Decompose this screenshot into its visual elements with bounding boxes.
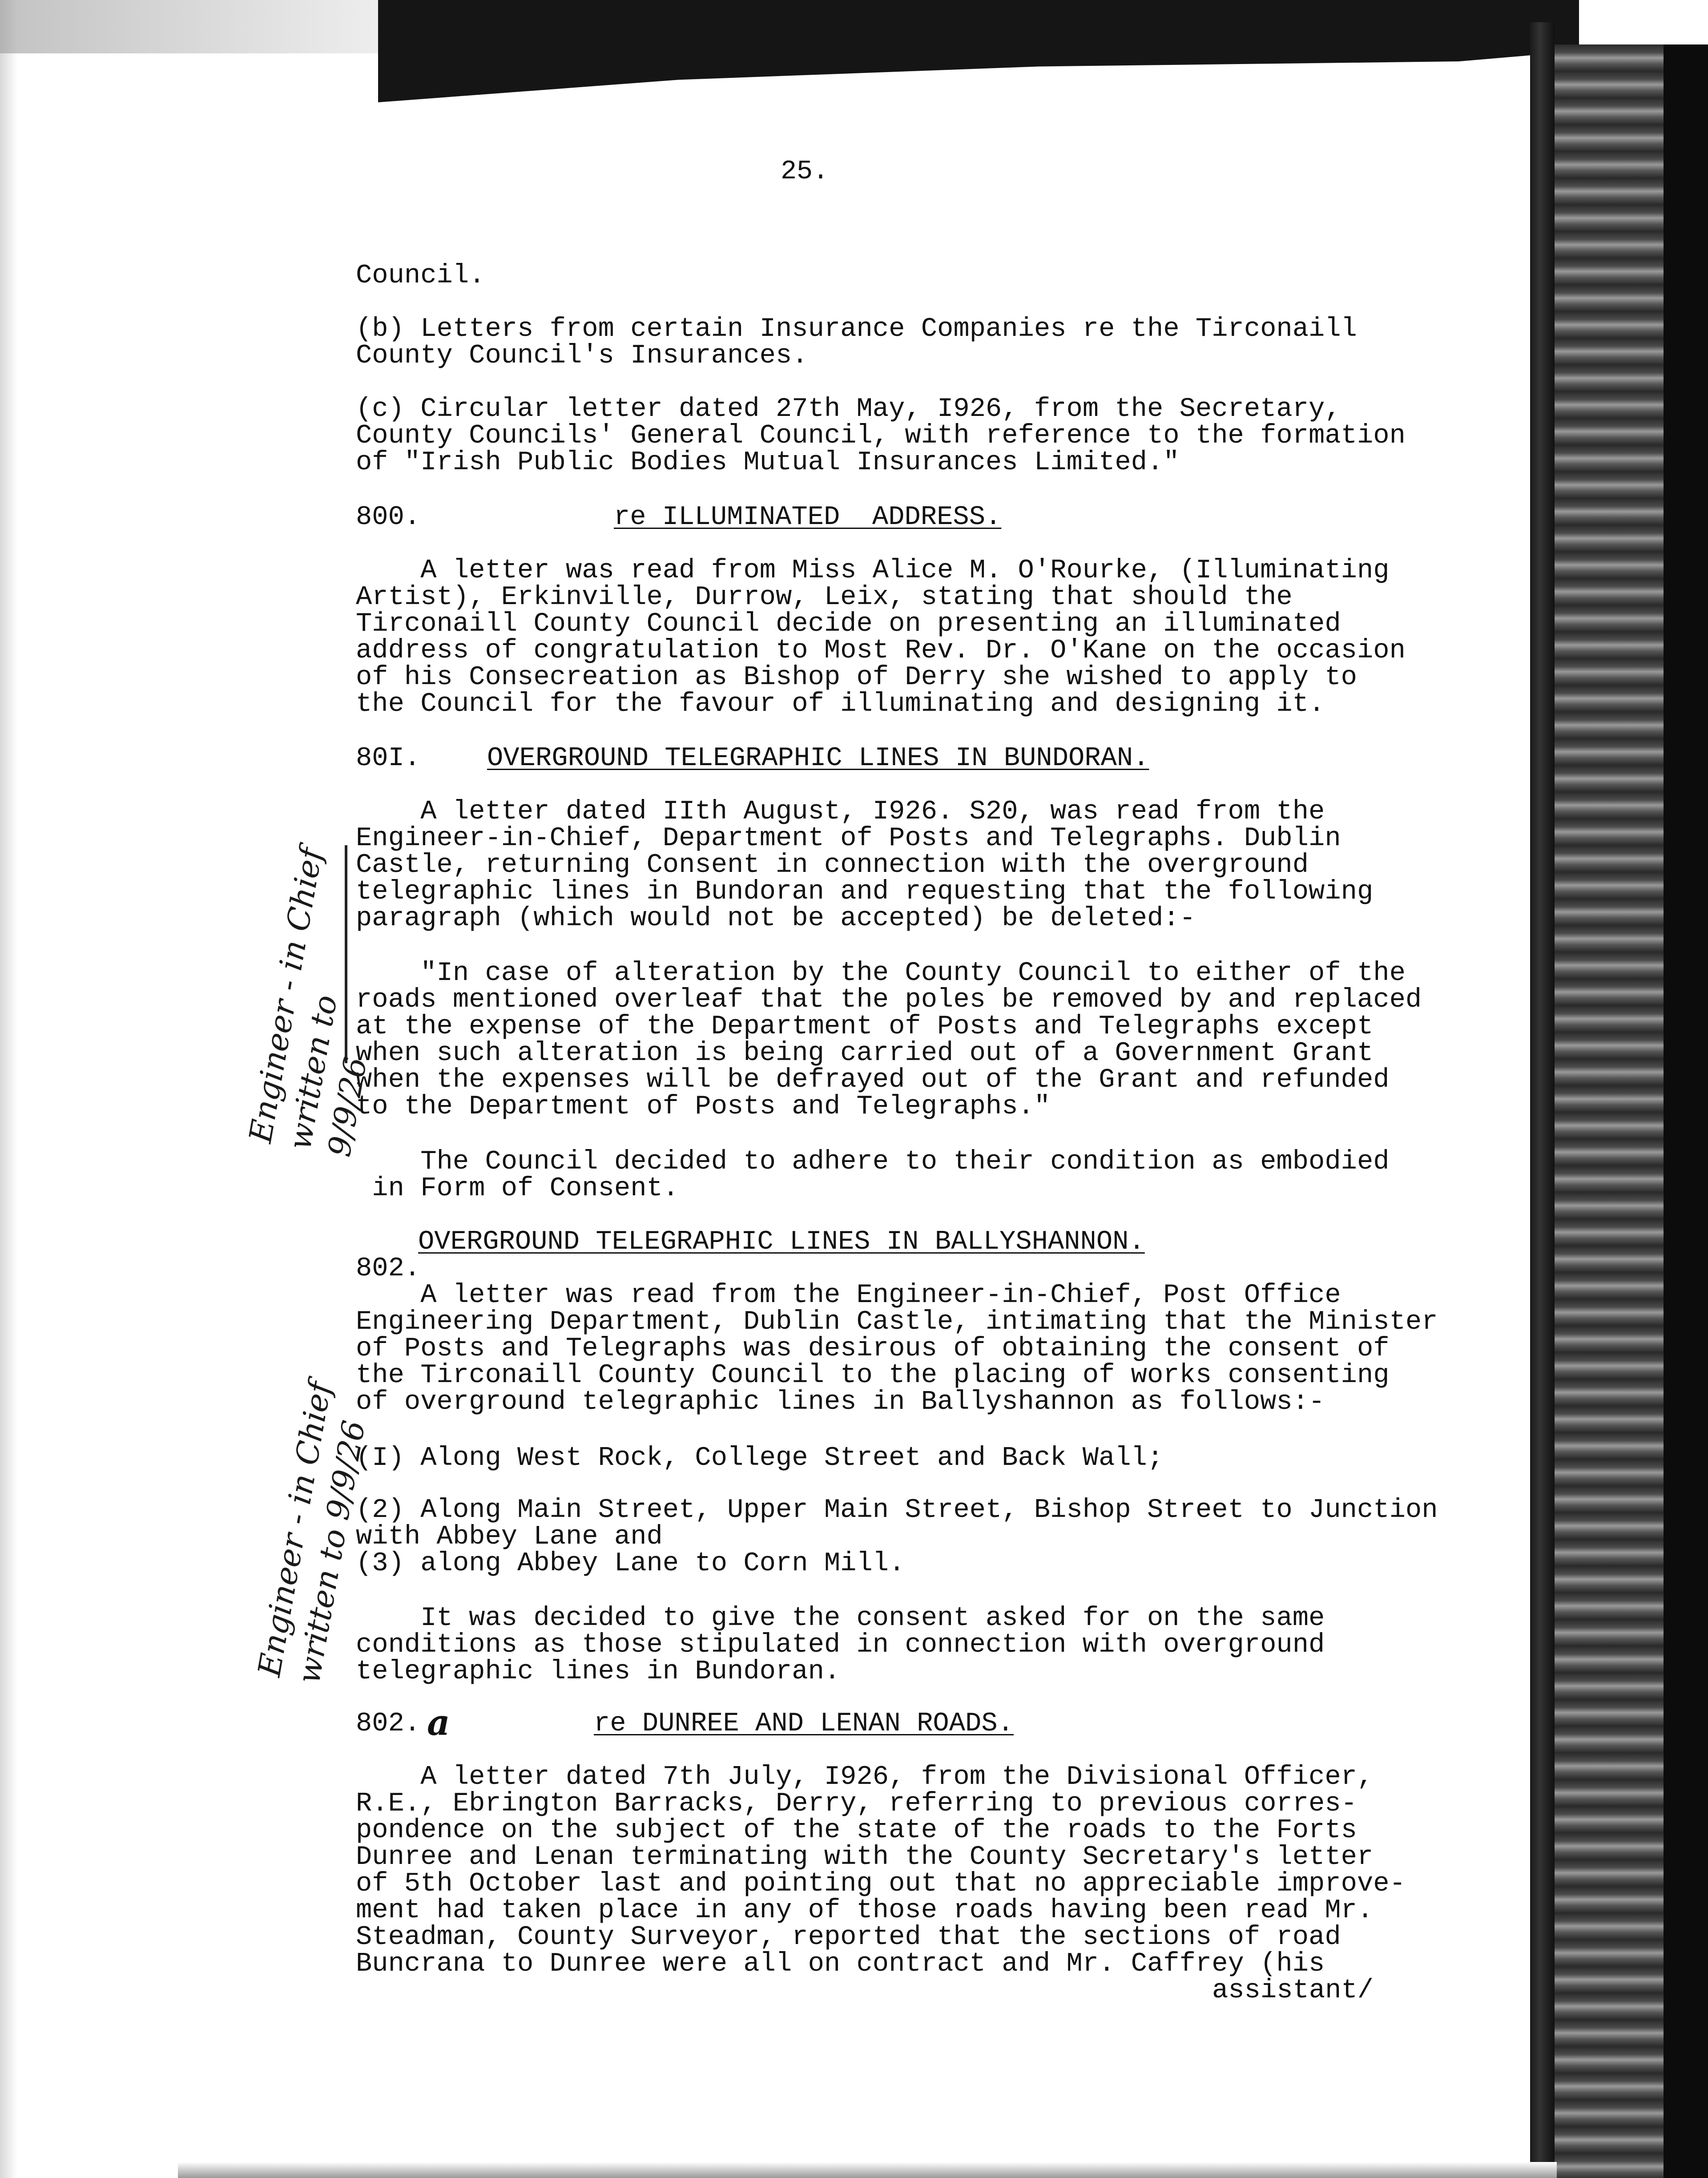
text-line: the Tirconaill County Council to the placing of works consenting [356, 1360, 1390, 1391]
text-line: Engineering Department, Dublin Castle, intimating that the Minister [356, 1307, 1438, 1337]
text-line: A letter was read from the Engineer-in-Chief, Post Office [356, 1280, 1341, 1311]
scan-top-edge [378, 0, 1579, 102]
section-number: 802. [356, 1254, 421, 1284]
text-line: ment had taken place in any of those roads having been read Mr. [356, 1896, 1374, 1926]
text-line: of Posts and Telegraphs was desirous of obtaining the consent of [356, 1334, 1390, 1364]
text-line: the Council for the favour of illuminating and designing it. [356, 689, 1325, 719]
text-line: conditions as those stipulated in connection with overground [356, 1630, 1325, 1660]
section-title: OVERGROUND TELEGRAPHIC LINES IN BUNDORAN. [487, 743, 1149, 774]
text-line: (b) Letters from certain Insurance Companies re the Tirconaill [356, 314, 1357, 344]
text-line: A letter dated 7th July, I926, from the Divisional Officer, [356, 1762, 1374, 1792]
text-line: It was decided to give the consent asked for on the same [356, 1603, 1325, 1634]
scan-top-shadow [0, 0, 400, 53]
scan-right-binding [1530, 22, 1555, 2178]
section-number: 80I. [356, 743, 421, 774]
text-line: of 5th October last and pointing out that no appreciable improve- [356, 1869, 1406, 1899]
text-line: County Council's Insurances. [356, 341, 808, 371]
text-line: in Form of Consent. [356, 1174, 679, 1204]
margin-note-handwritten: Engineer - in Chief written to 9/9/26 [250, 1379, 373, 1686]
text-line: The Council decided to adhere to their condition as embodied [356, 1147, 1390, 1177]
scan-left-edge [0, 0, 18, 2178]
text-line: "In case of alteration by the County Council to either of the [356, 958, 1406, 988]
text-line: address of congratulation to Most Rev. Dr. O'Kane on the occasion [356, 636, 1406, 666]
catchword: assistant/ [1212, 1976, 1374, 2006]
text-line: of "Irish Public Bodies Mutual Insurances Limited." [356, 448, 1180, 478]
section-title: re DUNREE AND LENAN ROADS. [594, 1709, 1014, 1739]
margin-note-handwritten: Engineer - in Chief written to 9/9/26 [242, 845, 375, 1160]
text-line: (2) Along Main Street, Upper Main Street, Bishop Street to Junction [356, 1495, 1438, 1525]
text-line: pondence on the subject of the state of the roads to the Forts [356, 1815, 1357, 1846]
text-line: R.E., Ebrington Barracks, Derry, referring to previous corres- [356, 1789, 1357, 1819]
section-number: 802. [356, 1709, 421, 1739]
text-line: of overground telegraphic lines in Ballyshannon as follows:- [356, 1387, 1325, 1417]
text-line: Artist), Erkinville, Durrow, Leix, stating that should the [356, 582, 1293, 613]
text-line: A letter dated IIth August, I926. S20, was read from the [356, 797, 1325, 827]
text-line: (I) Along West Rock, College Street and Back Wall; [356, 1443, 1164, 1473]
handwritten-suffix: a [427, 1702, 450, 1743]
section-number: 800. [356, 502, 421, 532]
text-line: paragraph (which would not be accepted) be deleted:- [356, 903, 1196, 934]
text-line: Steadman, County Surveyor, reported that the sections of road [356, 1922, 1341, 1952]
text-line: to the Department of Posts and Telegraphs." [356, 1092, 1051, 1122]
scan-right-dark [1664, 44, 1708, 2178]
section-title: OVERGROUND TELEGRAPHIC LINES IN BALLYSHANNON. [418, 1227, 1145, 1257]
text-line: Engineer-in-Chief, Department of Posts and Telegraphs. Dublin [356, 823, 1341, 854]
text-line: (c) Circular letter dated 27th May, I926, from the Secretary, [356, 394, 1341, 424]
text-line: Tirconaill County Council decide on presenting an illuminated [356, 609, 1341, 639]
text-line: telegraphic lines in Bundoran. [356, 1657, 841, 1687]
scan-bottom-edge [178, 2162, 1557, 2178]
text-line: at the expense of the Department of Posts and Telegraphs except [356, 1012, 1374, 1042]
text-line: with Abbey Lane and [356, 1522, 663, 1552]
text-line: Buncrana to Dunree were all on contract and Mr. Caffrey (his [356, 1949, 1325, 1979]
text-line: County Councils' General Council, with reference to the formation [356, 421, 1406, 451]
text-line: telegraphic lines in Bundoran and requesting that the following [356, 877, 1374, 907]
text-line: when the expenses will be defrayed out of the Grant and refunded [356, 1065, 1390, 1095]
text-line: A letter was read from Miss Alice M. O'Rourke, (Illuminating [356, 556, 1390, 586]
text-line: Dunree and Lenan terminating with the County Secretary's letter [356, 1842, 1374, 1872]
page-number: 25. [781, 157, 829, 187]
text-line: (3) along Abbey Lane to Corn Mill. [356, 1549, 905, 1579]
text-line: of his Consecreation as Bishop of Derry she wished to apply to [356, 662, 1357, 693]
text-line: when such alteration is being carried out of a Government Grant [356, 1038, 1374, 1069]
section-title: re ILLUMINATED ADDRESS. [614, 502, 1002, 532]
text-line: Council. [356, 261, 485, 291]
text-line: roads mentioned overleaf that the poles be removed by and replaced [356, 985, 1422, 1015]
text-line: Castle, returning Consent in connection with the overground [356, 850, 1309, 880]
